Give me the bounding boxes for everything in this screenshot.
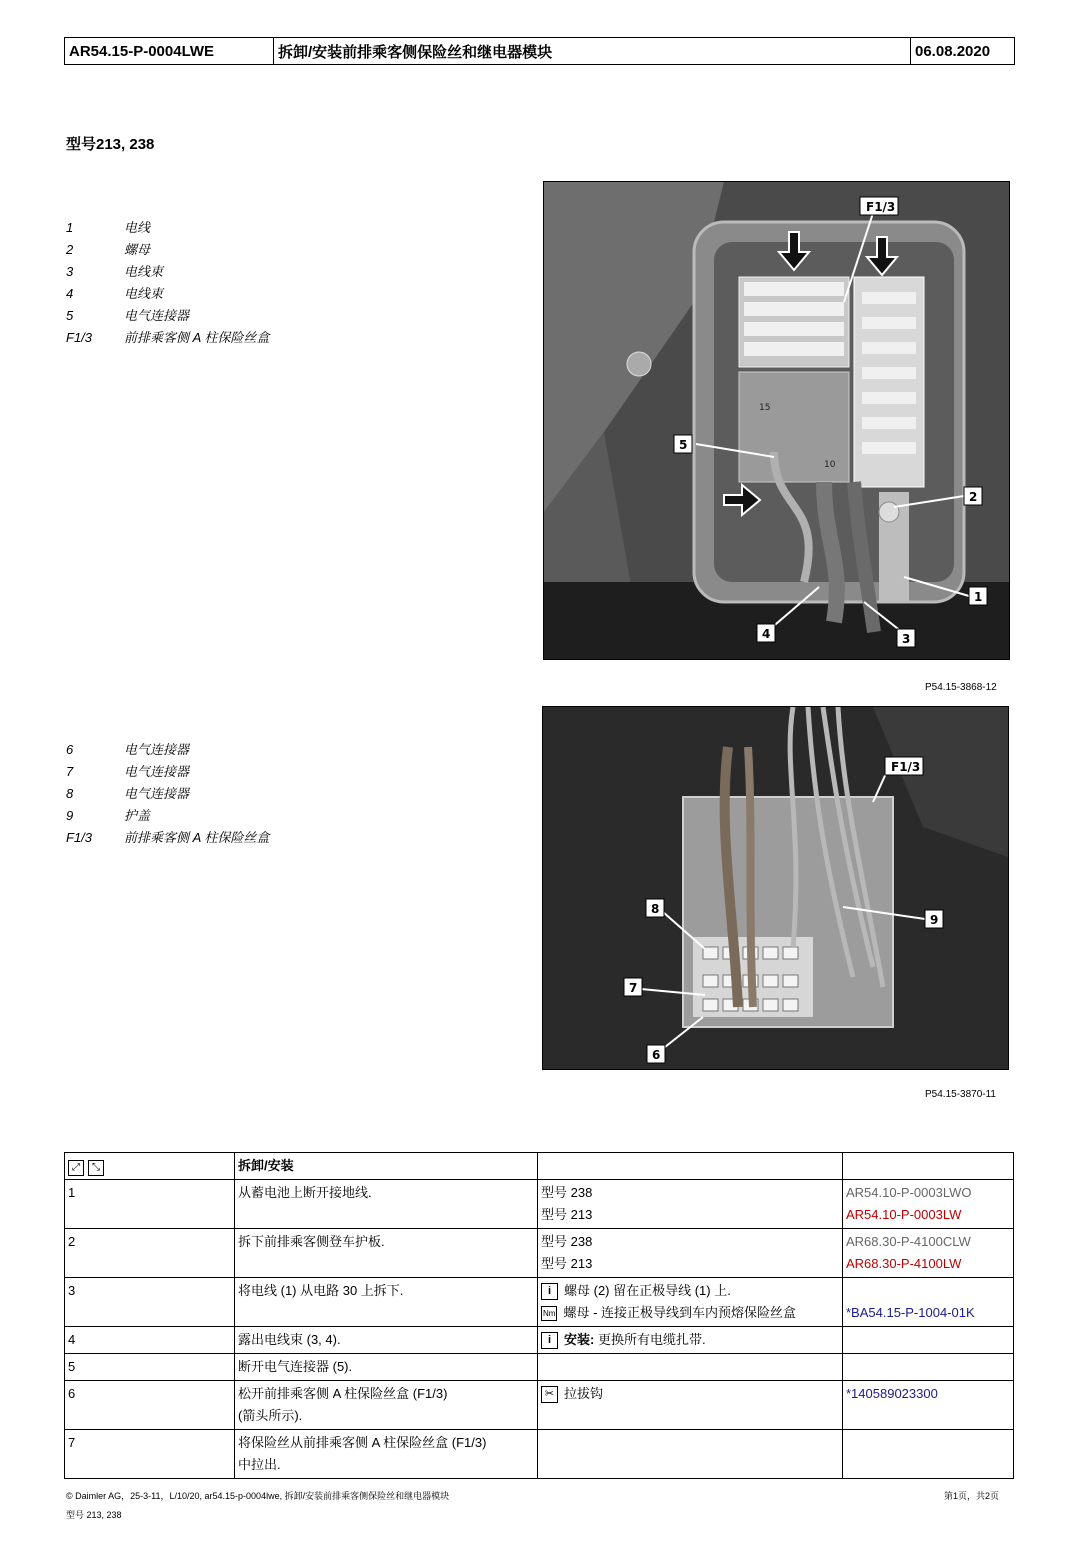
table-row: 1 从蓄电池上断开接地线. 型号 238 型号 213 AR54.10-P-0003LWO AR54.10-P-0003LW (65, 1180, 1014, 1229)
model-line: 型号213, 238 (66, 136, 155, 153)
photo2-caption: P54.15-3870-11 (925, 1089, 996, 1100)
legend-item: F1/3 前排乘客侧 A 柱保险丝盒 (66, 330, 270, 345)
callout-7: 7 (629, 981, 638, 995)
callout-4: 4 (762, 627, 771, 641)
fuse-label: 15 (759, 403, 771, 413)
callout-f13: F1/3 (866, 200, 896, 214)
torque-icon: Nm (541, 1306, 557, 1321)
legend-item: F1/3 前排乘客侧 A 柱保险丝盒 (66, 830, 270, 845)
callout-3: 3 (902, 632, 911, 646)
info-icon: i (541, 1283, 558, 1300)
table-header-row (65, 1153, 1014, 1180)
tool-icon: ✂ (541, 1386, 558, 1403)
ref-link[interactable]: AR54.10-P-0003LWO (846, 1185, 972, 1200)
ref-link[interactable]: AR54.10-P-0003LW (846, 1207, 962, 1222)
footer-copyright: © Daimler AG，25-3-11，L/10/20, ar54.15-p-0004lwe, 拆卸/安装前排乘客侧保险丝和继电器模块 (66, 1491, 450, 1501)
doc-title: 拆卸/安装前排乘客侧保险丝和继电器模块 (274, 38, 911, 64)
table-row: 6 松开前排乘客侧 A 柱保险丝盒 (F1/3) (箭头所示). ✂ 拉拔钩 *140589023300 (65, 1381, 1014, 1430)
page-number: 第1页，共2页 (944, 1491, 1000, 1501)
legend-item: 4 电线束 (66, 286, 164, 301)
table-row: 5 断开电气连接器 (5). (65, 1354, 1014, 1381)
table-row: 4 露出电线束 (3, 4). i 安装: 更换所有电缆扎带. (65, 1327, 1014, 1354)
legend-item: 9 护盖 (66, 808, 151, 823)
ref-link[interactable]: *140589023300 (846, 1386, 938, 1401)
table-row: 2 拆下前排乘客侧登车护板. 型号 238 型号 213 AR68.30-P-4100CLW AR68.30-P-4100LW (65, 1229, 1014, 1278)
doc-date: 06.08.2020 (915, 42, 991, 60)
callout-5: 5 (679, 438, 688, 452)
document-header (64, 37, 1015, 65)
table-row: 3 将电线 (1) 从电路 30 上拆下. i 螺母 (2) 留在正极导线 (1) 上. Nm 螺母 - 连接正极导线到车内预熔保险丝盒 *BA54.15-P-1004-01K (65, 1278, 1014, 1327)
footer-models: 型号 213, 238 (66, 1510, 122, 1520)
legend-item: 7 电气连接器 (66, 764, 190, 779)
ref-link[interactable]: *BA54.15-P-1004-01K (846, 1305, 975, 1320)
ref-link[interactable]: AR68.30-P-4100LW (846, 1256, 962, 1271)
install-icon: ⤡ (88, 1160, 104, 1176)
callout-9: 9 (930, 913, 939, 927)
legend-item: 3 电线束 (66, 264, 164, 279)
legend-item: 2 螺母 (66, 242, 151, 257)
photo-fusebox-installed (543, 181, 1010, 660)
doc-id: AR54.15-P-0004LWE (65, 38, 274, 64)
legend-photo1 (66, 217, 269, 349)
legend-item: 8 电气连接器 (66, 786, 190, 801)
legend-item: 5 电气连接器 (66, 308, 190, 323)
photo1-caption: P54.15-3868-12 (925, 682, 997, 693)
callout-1: 1 (974, 590, 983, 604)
ref-link[interactable]: AR68.30-P-4100CLW (846, 1234, 971, 1249)
legend-photo2 (66, 739, 269, 849)
table-row: 7 将保险丝从前排乘客侧 A 柱保险丝盒 (F1/3) 中拉出. (65, 1430, 1014, 1479)
header-icons (65, 1153, 235, 1180)
callout-6: 6 (652, 1048, 661, 1062)
callout-2: 2 (969, 490, 978, 504)
removal-icon: ⤢ (68, 1160, 84, 1176)
procedure-table (64, 1152, 1014, 1479)
legend-item: 1 电线 (66, 220, 151, 235)
info-icon: i (541, 1332, 558, 1349)
photo-fusebox-removed (542, 706, 1009, 1070)
header-col2: 拆卸/安装 (235, 1153, 538, 1180)
callout-8: 8 (651, 902, 660, 916)
callout-f13: F1/3 (891, 760, 921, 774)
fuse-label: 10 (824, 460, 836, 470)
legend-item: 6 电气连接器 (66, 742, 190, 757)
